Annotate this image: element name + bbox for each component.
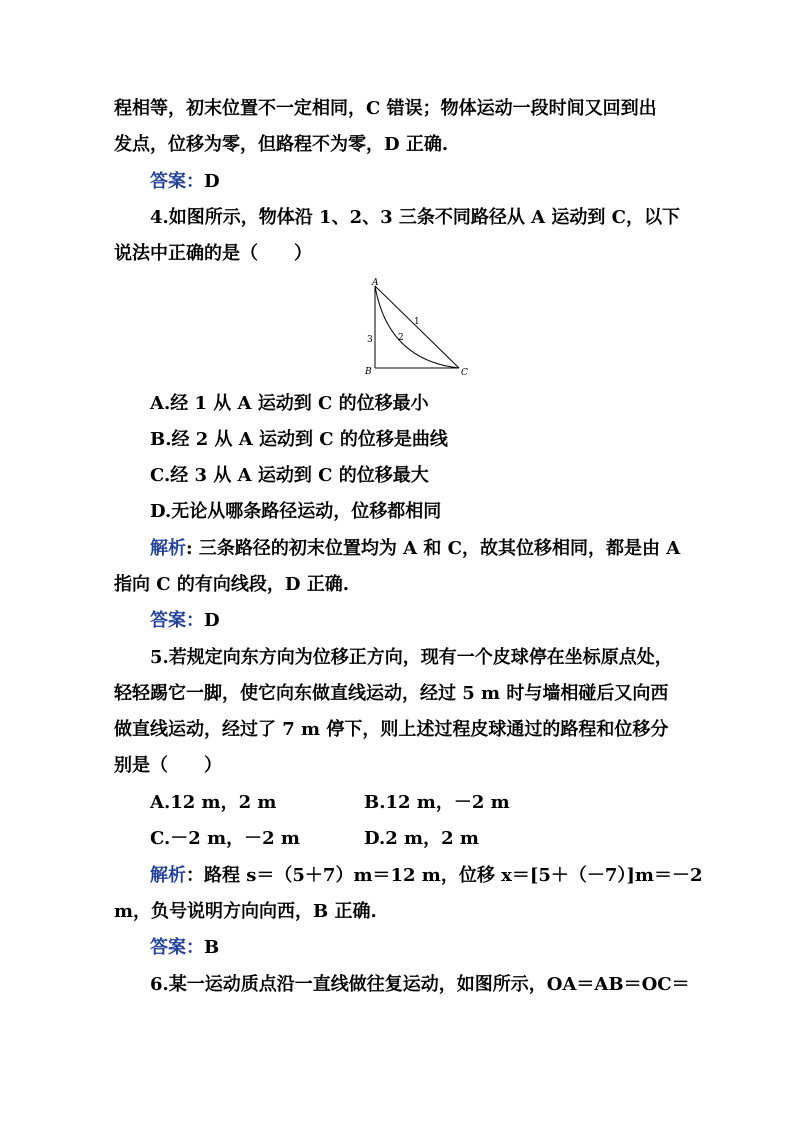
- q5-analysis-line-1: [150, 864, 703, 888]
- q5-stem-line-3: 做直线运动，经过了 7 m 停下，则上述过程皮球通过的路程和位移分: [114, 719, 669, 740]
- q5-option-b: B.12 m，－2 m: [364, 792, 510, 813]
- q4-option-d: D.无论从哪条路径运动，位移都相同: [150, 501, 442, 522]
- analysis-label: 解析: [150, 865, 186, 886]
- analysis-label: 解析: [150, 538, 186, 559]
- point-c-label: C: [461, 368, 468, 378]
- q4-option-c: C.经 3 从 A 运动到 C 的位移最大: [150, 465, 429, 486]
- answer-label: 答案：: [150, 937, 204, 958]
- path-3-label: 3: [367, 335, 373, 345]
- q6-stem-line-1: 6.某一运动质点沿一直线做往复运动，如图所示，OA＝AB＝OC＝: [150, 974, 690, 995]
- answer-value: B: [204, 937, 220, 958]
- q5-options-row-2: [150, 827, 684, 851]
- path-2-label: 2: [398, 333, 404, 343]
- analysis-text: ：路程 s＝（5＋7）m＝12 m，位移 x＝[5＋（－7）]m＝－2: [186, 865, 703, 886]
- q4-answer: [150, 609, 684, 633]
- path-diagram: [362, 278, 474, 380]
- analysis-text: : 三条路径的初末位置均为 A 和 C，故其位移相同，都是由 A: [186, 538, 681, 559]
- path-1-label: 1: [414, 317, 420, 327]
- point-a-label: A: [372, 278, 379, 288]
- q5-option-c: C.－2 m，－2 m: [150, 828, 300, 849]
- q5-stem-line-2: 轻轻踢它一脚，使它向东做直线运动，经过 5 m 时与墙相碰后又向西: [114, 683, 669, 704]
- intro-line-1: 程相等，初末位置不一定相同，C 错误；物体运动一段时间又回到出: [114, 98, 657, 119]
- q4-stem-line-2: 说法中正确的是（ ）: [114, 243, 312, 264]
- q5-answer: [150, 936, 684, 960]
- answer-label: 答案：: [150, 171, 204, 192]
- q5-options-row-1: [150, 791, 684, 815]
- q4-analysis-line-1: [150, 537, 684, 561]
- q5-option-d: D.2 m，2 m: [364, 828, 479, 849]
- q4-analysis-line-2: 指向 C 的有向线段，D 正确.: [114, 574, 350, 595]
- q5-stem-line-4: 别是（ ）: [114, 755, 222, 776]
- q5-stem-line-1: 5.若规定向东方向为位移正方向，现有一个皮球停在坐标原点处，: [150, 647, 673, 668]
- answer-value: D: [204, 610, 220, 631]
- q4-option-b: B.经 2 从 A 运动到 C 的位移是曲线: [150, 429, 448, 450]
- q4-stem-line-1: 4.如图所示，物体沿 1、2、3 三条不同路径从 A 运动到 C，以下: [150, 207, 680, 228]
- path-1-line: [375, 286, 459, 368]
- q4-option-a: A.经 1 从 A 运动到 C 的位移最小: [150, 393, 429, 414]
- q5-analysis-line-2: m，负号说明方向向西，B 正确.: [114, 901, 377, 922]
- answer-value: D: [204, 171, 220, 192]
- point-b-label: B: [365, 367, 372, 377]
- q5-option-a: A.12 m，2 m: [150, 792, 277, 813]
- q3-answer: [150, 170, 684, 194]
- answer-label: 答案：: [150, 610, 204, 631]
- intro-line-2: 发点，位移为零，但路程不为零，D 正确.: [114, 134, 449, 155]
